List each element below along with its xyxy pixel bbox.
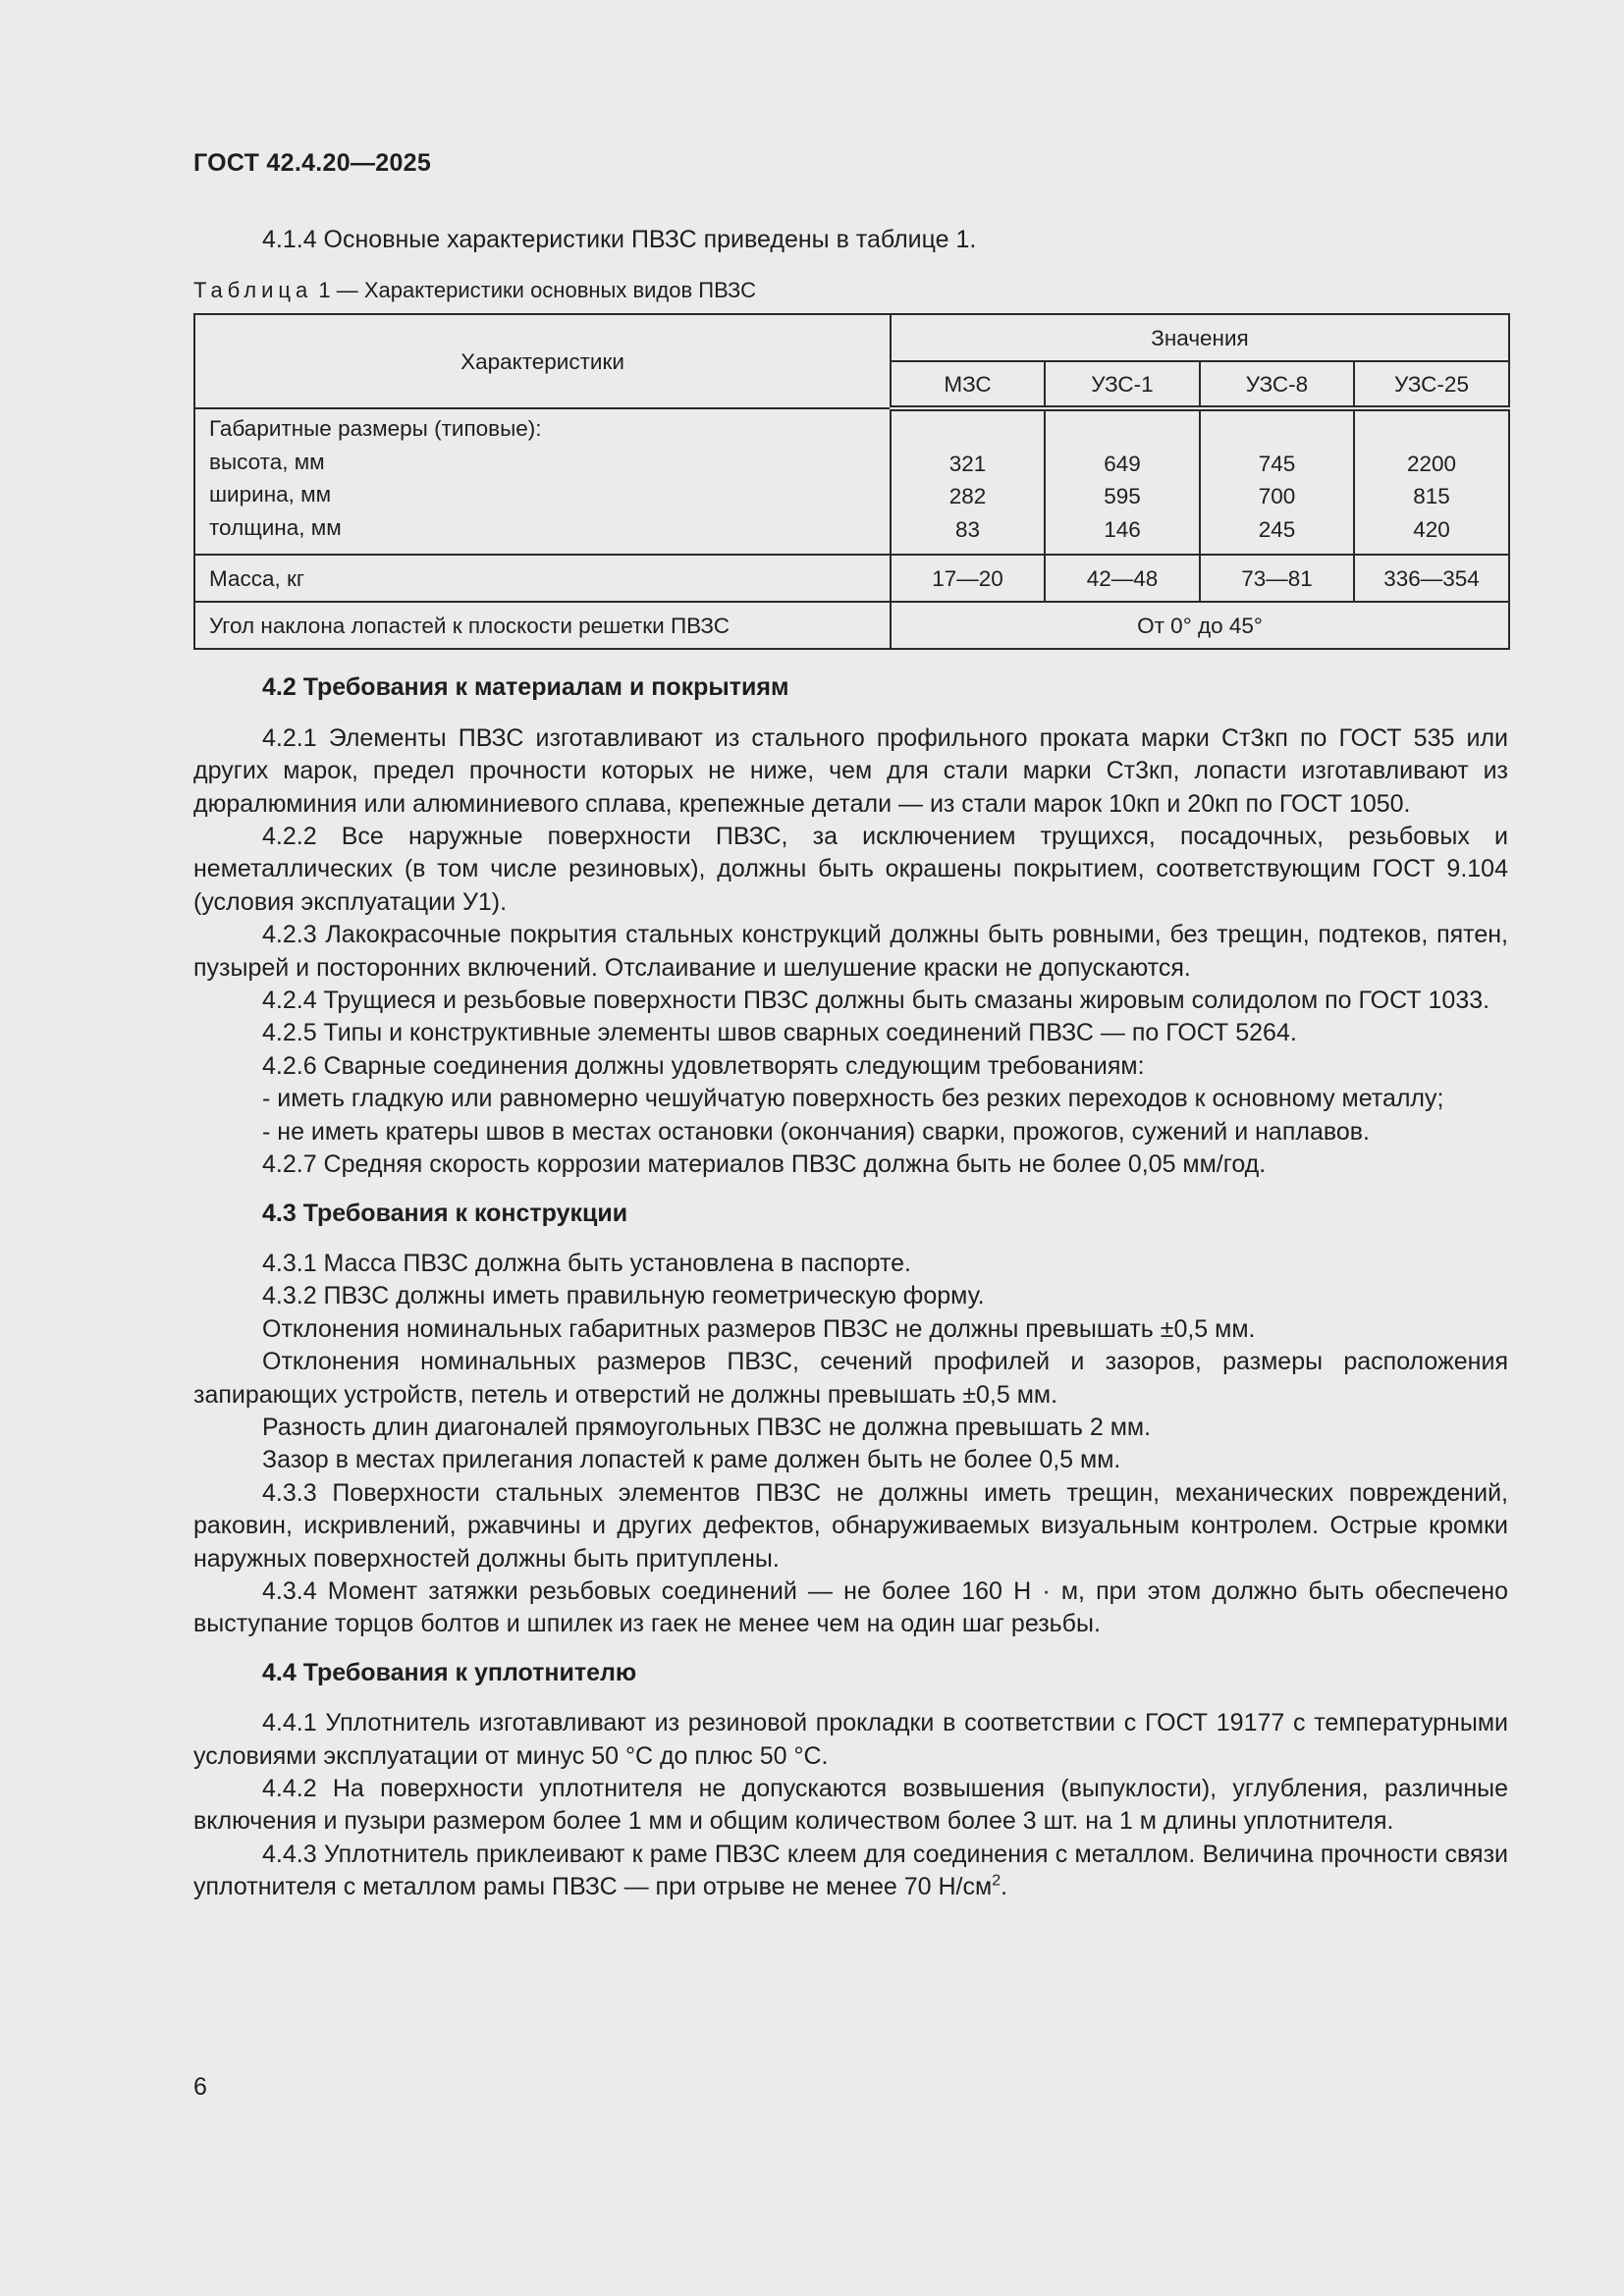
intro-paragraph: 4.1.4 Основные характеристики ПВЗС приведены в таблице 1. xyxy=(262,226,977,253)
paragraph-4-2-2: 4.2.2 Все наружные поверхности ПВЗС, за исключением трущихся, посадочных, резьбовых и неметаллических (в том числе резиновых), должны быть окрашены покрытием, соответствующим ГОСТ 9.104 (условия эксплуатации У1). xyxy=(193,823,1508,916)
table-caption-text: 1 — Характеристики основных видов ПВЗС xyxy=(312,278,756,303)
paragraph-deviation-nominal: Отклонения номинальных размеров ПВЗС, сечений профилей и зазоров, размеры расположения запирающих устройств, петель и отверстий не должны превышать ±0,5 мм. xyxy=(193,1348,1508,1409)
dim-value: 282 xyxy=(948,484,987,509)
dim-label-thickness: толщина, мм xyxy=(209,514,342,540)
dimensions-mzs-cell xyxy=(891,408,1045,555)
dim-value: 700 xyxy=(1258,484,1296,509)
dim-value: 146 xyxy=(1104,516,1141,542)
dim-value: 815 xyxy=(1413,484,1450,509)
superscript-2: 2 xyxy=(992,1872,1001,1890)
dimensions-group-label: Габаритные размеры (типовые): xyxy=(209,416,542,442)
section-heading-4-2: 4.2 Требования к материалам и покрытиям xyxy=(262,673,789,702)
table-caption xyxy=(193,276,1508,305)
dim-value: 245 xyxy=(1258,516,1296,542)
table-row-dimensions xyxy=(194,408,1509,555)
paragraph-4-4-3-end: . xyxy=(1001,1873,1008,1901)
paragraph-blade-gap: Зазор в местах прилегания лопастей к раме должен быть не более 0,5 мм. xyxy=(262,1446,1121,1474)
dimensions-uzs-25-cell xyxy=(1354,408,1509,555)
paragraph-4-2-5: 4.2.5 Типы и конструктивные элементы швов сварных соединений ПВЗС — по ГОСТ 5264. xyxy=(262,1019,1297,1047)
paragraph-4-2-7: 4.2.7 Средняя скорость коррозии материалов ПВЗС должна быть не более 0,05 мм/год. xyxy=(262,1150,1267,1179)
mass-value-mzs: 17—20 xyxy=(891,555,1045,602)
dim-value: 2200 xyxy=(1406,451,1457,476)
list-item-smooth-surface: - иметь гладкую или равномерно чешуйчатую поверхность без резких переходов к основному металлу; xyxy=(262,1085,1444,1113)
paragraph-4-2-3: 4.2.3 Лакокрасочные покрытия стальных конструкций должны быть ровными, без трещин, подтеков, пятен, пузырей и посторонних включений. Отслаивание и шелушение краски не допускаются. xyxy=(193,921,1508,982)
dim-label-width: ширина, мм xyxy=(209,482,332,507)
paragraph-4-3-4: 4.3.4 Момент затяжки резьбовых соединений — не более 160 Н · м, при этом должно быть обеспечено выступание торцов болтов и шпилек из гаек не менее чем на один шаг резьбы. xyxy=(193,1576,1508,1638)
paragraph-deviation-overall: Отклонения номинальных габаритных размеров ПВЗС не должны превышать ±0,5 мм. xyxy=(262,1314,1256,1343)
mass-value-uzs-8: 73—81 xyxy=(1200,555,1354,602)
paragraph-4-3-3: 4.3.3 Поверхности стальных элементов ПВЗС не должны иметь трещин, механических повреждений, раковин, искривлений, ржавчины и других дефектов, обнаруживаемых визуальным контролем. Острые кромки наружных поверхностей должны быть притуплены. xyxy=(193,1478,1508,1573)
document-number-header: ГОСТ 42.4.20—2025 xyxy=(193,149,432,177)
col-header-characteristics: Характеристики xyxy=(194,314,891,408)
paragraph-4-2-6: 4.2.6 Сварные соединения должны удовлетворять следующим требованиям: xyxy=(262,1051,1145,1080)
table-caption-prefix: Таблица xyxy=(193,278,313,303)
dim-value: 83 xyxy=(954,516,981,542)
paragraph-4-4-1: 4.4.1 Уплотнитель изготавливают из резиновой прокладки в соответствии с ГОСТ 19177 с температурными условиями эксплуатации от минус 50 °С до плюс 50 °С. xyxy=(193,1709,1508,1770)
dim-value: 321 xyxy=(948,451,987,476)
mass-value-uzs-25: 336—354 xyxy=(1354,555,1509,602)
list-item-no-craters: - не иметь кратеры швов в местах остановки (окончания) сварки, прожогов, сужений и наплавов. xyxy=(262,1117,1370,1146)
col-header-values: Значения xyxy=(891,314,1509,361)
angle-value: От 0° до 45° xyxy=(891,602,1509,649)
paragraph-4-3-2: 4.3.2 ПВЗС должны иметь правильную геометрическую форму. xyxy=(262,1282,985,1310)
dimensions-uzs-1-cell xyxy=(1045,408,1200,555)
table-row-mass xyxy=(194,555,1509,602)
dim-value: 420 xyxy=(1413,516,1450,542)
col-header-uzs-1: УЗС-1 xyxy=(1045,361,1200,408)
angle-label: Угол наклона лопастей к плоскости решетки ПВЗС xyxy=(194,602,891,649)
section-heading-4-4: 4.4 Требования к уплотнителю xyxy=(262,1658,637,1686)
mass-label: Масса, кг xyxy=(194,555,891,602)
table-row-angle xyxy=(194,602,1509,649)
paragraph-diagonal-difference: Разность длин диагоналей прямоугольных ПВЗС не должна превышать 2 мм. xyxy=(262,1413,1152,1441)
document-body xyxy=(193,224,1508,1904)
dim-value: 649 xyxy=(1104,451,1141,476)
page-number: 6 xyxy=(193,2073,207,2101)
dimensions-uzs-8-cell xyxy=(1200,408,1354,555)
col-header-uzs-8: УЗС-8 xyxy=(1200,361,1354,408)
paragraph-4-2-1: 4.2.1 Элементы ПВЗС изготавливают из стального профильного проката марки Ст3кп по ГОСТ 535 или других марок, предел прочности которых не ниже, чем для стали марки Ст3кп, лопасти изготавливают из дюралюминия или алюминиевого сплава, крепежные детали — из стали марок 10кп и 20кп по ГОСТ 1050. xyxy=(193,723,1508,818)
dim-value: 595 xyxy=(1104,484,1141,509)
table-header-row xyxy=(194,314,1509,361)
characteristics-table xyxy=(193,313,1510,650)
dimensions-labels-cell xyxy=(194,408,891,555)
mass-value-uzs-1: 42—48 xyxy=(1045,555,1200,602)
dim-label-height: высота, мм xyxy=(209,449,325,474)
paragraph-4-2-4: 4.2.4 Трущиеся и резьбовые поверхности ПВЗС должны быть смазаны жировым солидолом по ГОСТ 1033. xyxy=(262,987,1490,1015)
paragraph-4-3-1: 4.3.1 Масса ПВЗС должна быть установлена в паспорте. xyxy=(262,1249,911,1277)
paragraph-4-4-2: 4.4.2 На поверхности уплотнителя не допускаются возвышения (выпуклости), углубления, различные включения и пузыри размером более 1 мм и общим количеством более 3 шт. на 1 м длины уплотнителя. xyxy=(193,1775,1508,1836)
col-header-mzs: МЗС xyxy=(891,361,1045,408)
paragraph-4-4-3 xyxy=(193,1839,1508,1904)
dim-value: 745 xyxy=(1258,451,1296,476)
col-header-uzs-25: УЗС-25 xyxy=(1354,361,1509,408)
paragraph-4-4-3-text: 4.4.3 Уплотнитель приклеивают к раме ПВЗС клеем для соединения с металлом. Величина прочности связи уплотнителя с металлом рамы ПВЗС — при отрыве не менее 70 Н/см xyxy=(193,1840,1508,1901)
section-heading-4-3: 4.3 Требования к конструкции xyxy=(262,1199,628,1227)
